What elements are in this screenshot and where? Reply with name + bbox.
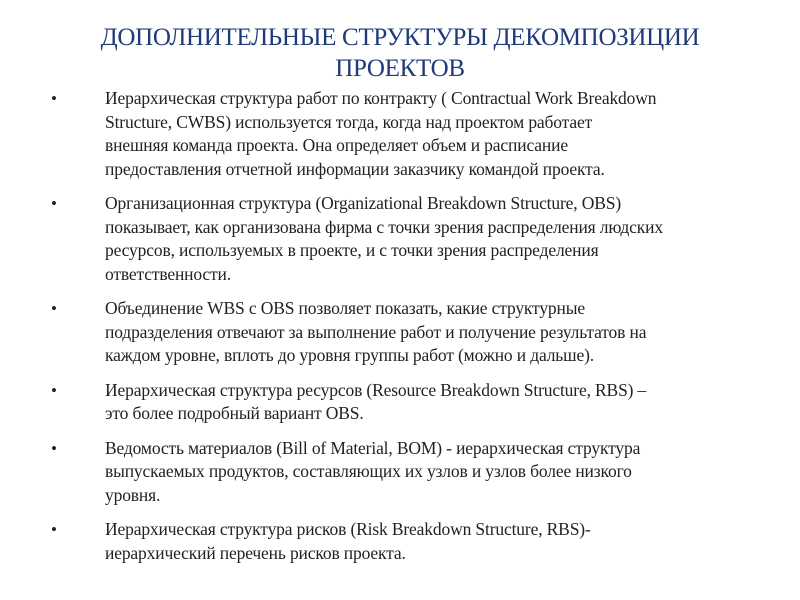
bullet-line: ответственности.: [105, 263, 231, 284]
bullet-line: Объединение WBS с OBS позволяет показать, какие структурные: [105, 298, 585, 318]
bullet-text: [105, 297, 765, 368]
bullet-line: уровня.: [105, 484, 161, 505]
bullet-text: [105, 437, 765, 508]
bullet-line: иерархический перечень рисков проекта.: [105, 542, 406, 563]
bullet-line: Иерархическая структура рисков (Risk Breakdown Structure, RBS)-: [105, 519, 591, 539]
bullet-text: [105, 379, 765, 426]
bullet-item-bom: [0, 437, 800, 508]
slide-title-line: ДОПОЛНИТЕЛЬНЫЕ СТРУКТУРЫ ДЕКОМПОЗИЦИИ: [100, 24, 700, 51]
bullet-icon: •: [51, 380, 57, 400]
bullet-item-obs: [0, 192, 800, 286]
bullet-line: каждом уровне, вплоть до уровня группы работ (можно и дальше).: [105, 345, 594, 365]
bullet-icon: •: [51, 194, 57, 213]
bullet-line: это более подробный вариант OBS.: [105, 403, 364, 423]
bullet-line: показывает, как организована фирма с точки зрения распределения людских: [105, 216, 663, 237]
bullet-icon: •: [51, 438, 57, 458]
bullet-line: внешняя команда проекта. Она определяет объем и расписание: [105, 135, 568, 155]
bullet-line: предоставления отчетной информации заказчику командой проекта.: [105, 158, 605, 179]
slide-title: [60, 22, 740, 84]
bullet-line: ресурсов, используемых в проекте, и с точки зрения распределения: [105, 240, 599, 260]
bullet-text: [105, 192, 765, 286]
bullet-line: Structure, CWBS) используется тогда, когда над проектом работает: [105, 111, 593, 132]
bullet-icon: •: [51, 299, 57, 318]
bullet-icon: •: [51, 89, 57, 108]
bullet-line: Иерархическая структура ресурсов (Resource Breakdown Structure, RBS) –: [105, 379, 647, 400]
bullet-line: Иерархическая структура работ по контракту ( Contractual Work Breakdown: [105, 88, 657, 108]
bullet-item-cwbs: [0, 87, 800, 181]
slide-title-line: ПРОЕКТОВ: [335, 55, 465, 82]
bullet-line: Организационная структура (Organizational Breakdown Structure, OBS): [105, 193, 622, 213]
bullet-text: [105, 518, 765, 565]
bullet-icon: •: [51, 520, 57, 539]
bullet-line: выпускаемых продуктов, составляющих их узлов и узлов более низкого: [105, 461, 632, 481]
bullet-item-wbs-obs: [0, 297, 800, 368]
bullet-text: [105, 87, 765, 181]
bullet-line: Ведомость материалов (Bill of Material, BOM) - иерархическая структура: [105, 437, 641, 458]
bullet-item-rbs-risk: [0, 518, 800, 565]
bullet-line: подразделения отвечают за выполнение работ и получение результатов на: [105, 321, 647, 342]
bullet-list: [0, 87, 800, 576]
bullet-item-rbs-resource: [0, 379, 800, 426]
